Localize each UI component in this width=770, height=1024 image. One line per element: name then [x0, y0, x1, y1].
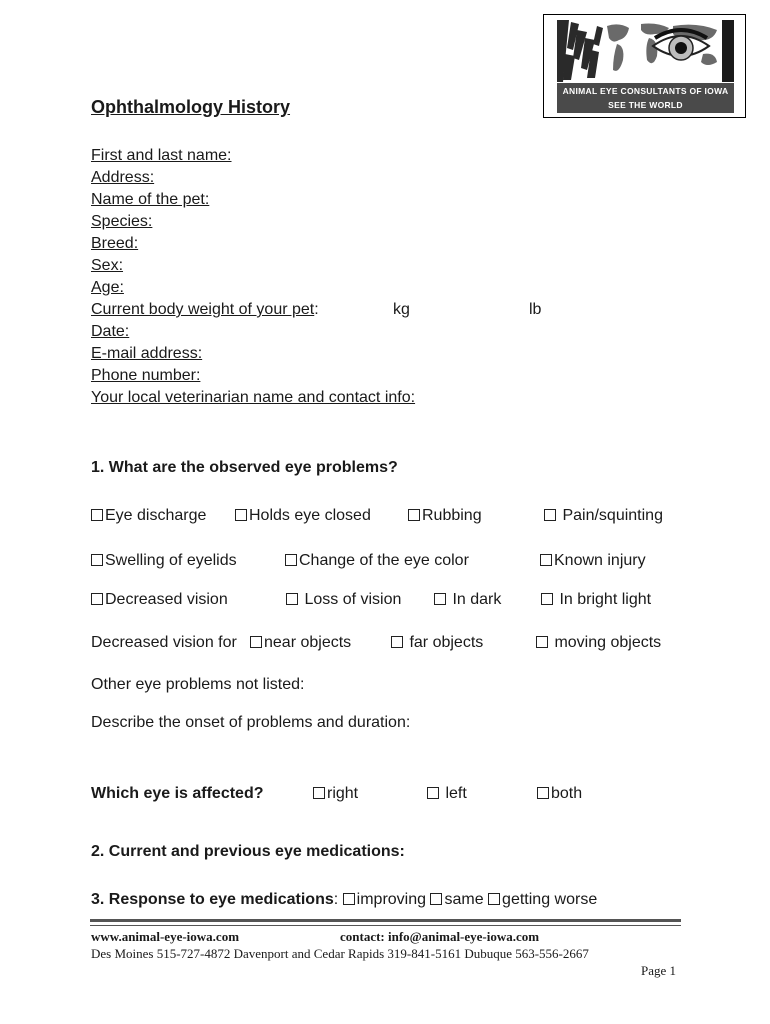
checkbox-label: same — [444, 891, 484, 908]
page-number: Page 1 — [641, 963, 677, 978]
field-veterinarian: Your local veterinarian name and contact info: — [91, 389, 416, 406]
checkbox-label: In dark — [448, 591, 502, 608]
checkbox-box[interactable] — [313, 787, 325, 799]
checkbox-decreased-vision[interactable] — [91, 589, 228, 611]
checkbox-label: Decreased vision — [105, 591, 228, 608]
checkbox-box[interactable] — [541, 593, 553, 605]
checkbox-in-bright-light[interactable] — [541, 589, 651, 611]
weight-unit-lb: lb — [529, 301, 542, 318]
checkbox-box[interactable] — [286, 593, 298, 605]
checkbox-label: Known injury — [554, 552, 646, 569]
tiger-eye-world-map-image — [557, 20, 734, 82]
checkbox-box[interactable] — [427, 787, 439, 799]
checkbox-eye-discharge[interactable] — [91, 505, 206, 527]
field-email: E-mail address: — [91, 345, 203, 362]
field-age: Age: — [91, 279, 124, 296]
logo-clinic-name: ANIMAL EYE CONSULTANTS OF IOWA — [562, 86, 729, 96]
checkbox-label: Change of the eye color — [299, 552, 469, 569]
checkbox-box[interactable] — [488, 893, 500, 905]
checkbox-holds-eye-closed[interactable] — [235, 505, 371, 527]
field-species: Species: — [91, 213, 153, 230]
logo-banner — [557, 83, 734, 113]
checkbox-label: getting worse — [502, 891, 598, 908]
checkbox-box[interactable] — [235, 509, 247, 521]
checkbox-box[interactable] — [540, 554, 552, 566]
field-address: Address: — [91, 169, 155, 186]
logo-tagline: SEE THE WORLD — [608, 100, 683, 110]
checkbox-in-dark[interactable] — [434, 589, 501, 611]
checkbox-eye-color-change[interactable] — [285, 550, 469, 572]
checkbox-getting-worse[interactable] — [488, 891, 597, 908]
checkbox-box[interactable] — [285, 554, 297, 566]
checkbox-box[interactable] — [91, 554, 103, 566]
checkbox-box[interactable] — [536, 636, 548, 648]
footer-website[interactable]: www.animal-eye-iowa.com — [91, 929, 240, 944]
page-title: Ophthalmology History — [91, 97, 291, 117]
checkbox-label: Holds eye closed — [249, 507, 371, 524]
checkbox-near-objects[interactable] — [250, 632, 351, 654]
checkbox-label: moving objects — [550, 634, 662, 651]
footer-contact-email[interactable]: contact: info@animal-eye-iowa.com — [340, 929, 540, 944]
field-breed: Breed: — [91, 235, 139, 252]
checkbox-label: both — [551, 785, 583, 802]
checkbox-box[interactable] — [537, 787, 549, 799]
other-eye-problems-prompt: Other eye problems not listed: — [91, 676, 305, 693]
footer-divider-thin — [90, 925, 681, 926]
clinic-logo — [543, 14, 746, 118]
checkbox-label: Swelling of eyelids — [105, 552, 237, 569]
checkbox-pain-squinting[interactable] — [544, 505, 663, 527]
checkbox-box[interactable] — [91, 509, 103, 521]
field-sex: Sex: — [91, 257, 124, 274]
checkbox-swelling-eyelids[interactable] — [91, 550, 237, 572]
checkbox-known-injury[interactable] — [540, 550, 646, 572]
which-eye-label: Which eye is affected? — [91, 785, 264, 802]
checkbox-both-eyes[interactable] — [537, 783, 582, 805]
checkbox-box[interactable] — [408, 509, 420, 521]
checkbox-box[interactable] — [434, 593, 446, 605]
checkbox-moving-objects[interactable] — [536, 632, 661, 654]
checkbox-label: Eye discharge — [105, 507, 207, 524]
field-date: Date: — [91, 323, 130, 340]
checkbox-far-objects[interactable] — [391, 632, 483, 654]
field-phone: Phone number: — [91, 367, 201, 384]
checkbox-box[interactable] — [250, 636, 262, 648]
checkbox-box[interactable] — [91, 593, 103, 605]
weight-unit-kg: kg — [393, 301, 410, 318]
q3-colon: : — [333, 891, 339, 908]
checkbox-label: In bright light — [555, 591, 652, 608]
checkbox-label: improving — [356, 891, 427, 908]
checkbox-label: Loss of vision — [300, 591, 402, 608]
checkbox-label: far objects — [405, 634, 484, 651]
q3-heading: 3. Response to eye medications — [91, 891, 334, 908]
checkbox-label: near objects — [264, 634, 352, 651]
field-pet-name: Name of the pet: — [91, 191, 210, 208]
checkbox-left-eye[interactable] — [427, 783, 467, 805]
q1-heading: 1. What are the observed eye problems? — [91, 459, 398, 476]
checkbox-label: Rubbing — [422, 507, 482, 524]
checkbox-right-eye[interactable] — [313, 783, 358, 805]
checkbox-box[interactable] — [430, 893, 442, 905]
footer-locations: Des Moines 515-727-4872 Davenport and Cedar Rapids 319-841-5161 Dubuque 563-556-2667 — [91, 946, 589, 961]
checkbox-rubbing[interactable] — [408, 505, 482, 527]
checkbox-same[interactable] — [430, 891, 483, 908]
checkbox-label: Pain/squinting — [558, 507, 663, 524]
onset-duration-prompt: Describe the onset of problems and duration: — [91, 714, 411, 731]
decreased-vision-for-label: Decreased vision for — [91, 634, 237, 651]
checkbox-label: right — [327, 785, 359, 802]
q2-heading: 2. Current and previous eye medications: — [91, 843, 405, 860]
checkbox-label: left — [441, 785, 467, 802]
checkbox-loss-of-vision[interactable] — [286, 589, 401, 611]
checkbox-improving[interactable] — [343, 891, 426, 908]
body-weight-label: Current body weight of your pet — [91, 301, 315, 318]
footer-divider-thick — [90, 919, 681, 922]
q3-row — [91, 889, 597, 911]
checkbox-box[interactable] — [544, 509, 556, 521]
checkbox-box[interactable] — [343, 893, 355, 905]
body-weight-colon: : — [314, 301, 319, 318]
field-body-weight — [91, 299, 319, 321]
field-owner-name: First and last name: — [91, 147, 232, 164]
checkbox-box[interactable] — [391, 636, 403, 648]
